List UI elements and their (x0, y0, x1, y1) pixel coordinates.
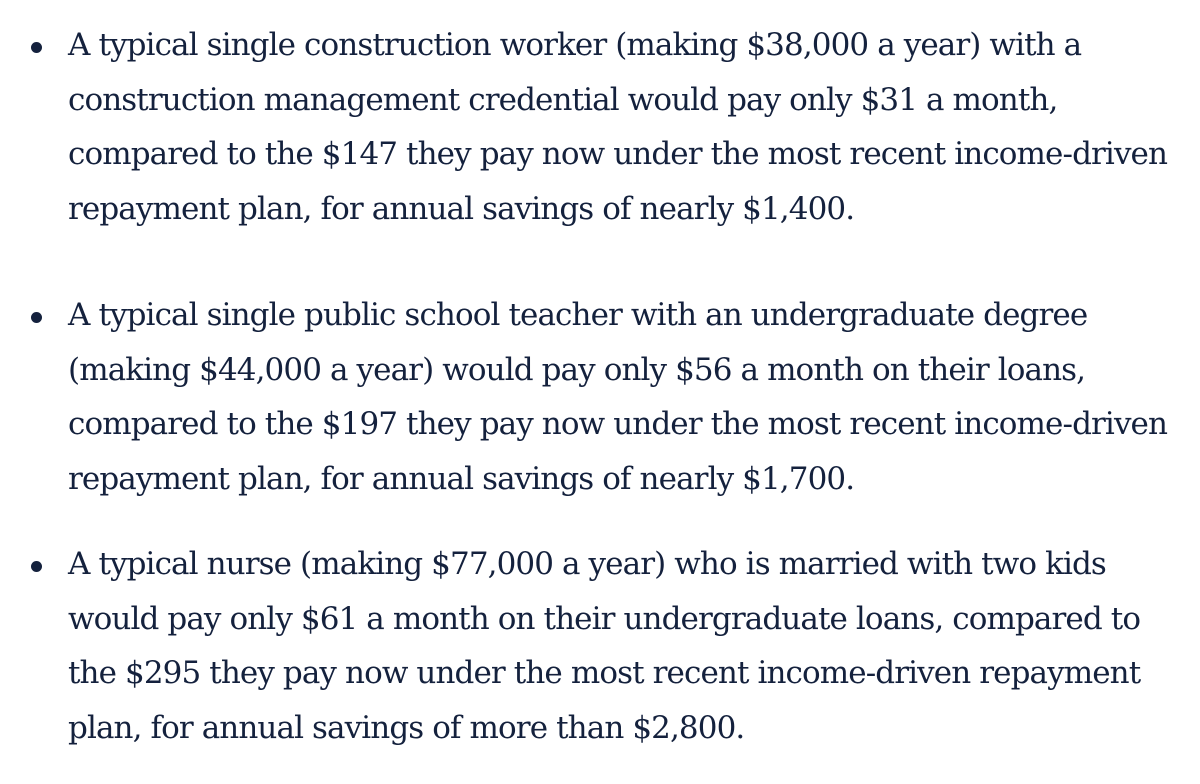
text-line: A typical nurse (making $77,000 a year) who is married with two kids (68, 546, 1106, 582)
text-line: (making $44,000 a year) would pay only $56 a month on their loans, (68, 351, 1086, 388)
text-line: would pay only $61 a month on their undergraduate loans, compared to (68, 600, 1141, 637)
text-line: repayment plan, for annual savings of nearly $1,400. (68, 190, 855, 227)
bullet-dot-icon (31, 561, 42, 572)
text-line: compared to the $197 they pay now under the most recent income-driven (68, 406, 1168, 442)
text-line: compared to the $147 they pay now under the most recent income-driven (68, 136, 1168, 172)
text-line: repayment plan, for annual savings of nearly $1,700. (68, 460, 855, 497)
text-line: construction management credential would pay only $31 a month, (68, 81, 1058, 118)
bullet-dot-icon (31, 42, 42, 53)
text-line: the $295 they pay now under the most recent income-driven repayment (68, 655, 1141, 691)
bullet-dot-icon (31, 312, 42, 323)
text-line: A typical single public school teacher with an undergraduate degree (68, 297, 1088, 333)
bullet-text (68, 18, 1200, 236)
bullet-text (68, 537, 1200, 755)
text-line: A typical single construction worker (making $38,000 a year) with a (68, 27, 1082, 63)
bullet-text (68, 288, 1200, 506)
text-line: plan, for annual savings of more than $2,800. (68, 709, 745, 746)
